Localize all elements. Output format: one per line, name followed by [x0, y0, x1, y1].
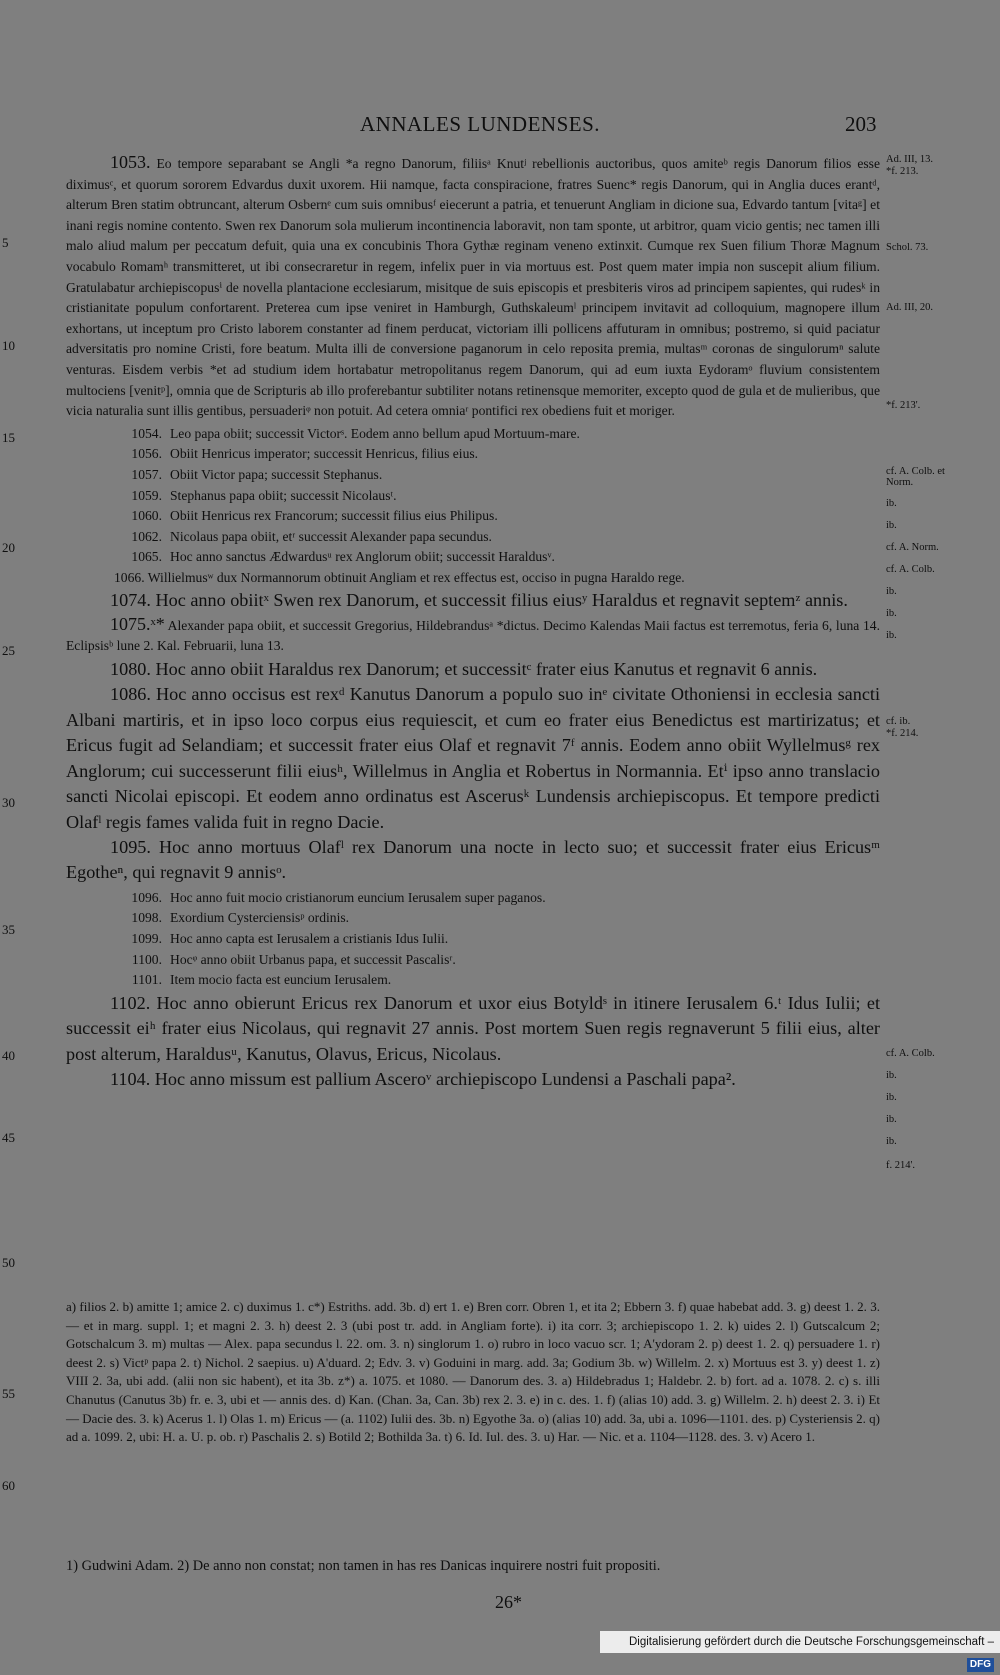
- line-number: 60: [2, 1478, 15, 1493]
- list-item: [66, 888, 880, 909]
- entry-text: Hocᵠ anno obiit Urbanus papa, et successit Pascalisʳ.: [170, 951, 456, 967]
- list-item: [66, 465, 880, 486]
- list-item: [66, 547, 880, 568]
- entry-text: Hoc anno fuit mocio cristianorum euncium Ierusalem super paganos.: [170, 889, 546, 905]
- dfg-logo: DFG: [967, 1658, 994, 1672]
- margin-note: cf. A. Colb. et Norm.: [886, 466, 945, 488]
- margin-note: Ad. III, 13.: [886, 154, 933, 165]
- entry-text: Stephanus papa obiit; successit Nicolausᵗ.: [170, 487, 397, 503]
- margin-note: ib.: [886, 1070, 897, 1081]
- list-item: [66, 444, 880, 465]
- entry-text: Eo tempore separabant se Angli *a regno Danorum, filiisᵃ Knutʲ rebellionis auctoribus, quos amiteᵇ regis Danorum filios esse diximusᶜ, et quorum sororem Edvardus duxit uxorem. Hii namque, facta conspiracione, fratres Suenc* regis Danorum, qui in Anglia duces erantᵈ, alterum Bren statim obtruncant, alterum Osbernᵉ cum suis omnibusᶠ eiecerunt a patria, et tenuerunt Angliam in dicione sua, Edvardo tantum [vitaᵍ] et inani regis nomine contento. Swen rex Danorum sola mulierum incontinencia laboravit, non tam sponte, ut arbitror, quam vicio gentis; nec tamen illi malo aliud malum per peccatum defuit, quia una ex concubinis Thora Gythæ reginam veneno extinxit. Cumque rex Suen filium Thoræ Magnum vocabulo Romamʰ transmitteret, ut ibi consecraretur in regem, infelix puer in via mortuus est. Post quem mater impia non suscepit alium filium. Gratulabatur archiepiscopusⁱ de novella plantacione ecclesiarum, misitque de suis episcopis et presbiteris viros ad principem sapientes, qui rudesᵏ in cristianitate populum confortarent. Preterea cum ipse veniret in Hamburgh, Guthskaleumˡ principem invitavit ad colloquium, magnopere illum exhortans, ut inceptum pro Cristo laborem constanter ad finem perducat, victoriam illi pollicens affuturam in omnibus; postremo, si quid paciatur adversitatis pro nomine Cristi, fore beatum. Multa illi de conversione paganorum in celo reposita premia, multasᵐ coronas de singulorumⁿ salute venturas. Eisdem verbis *et ad studium idem hortabatur metropolitanus regem Danorum, qui ad eum iuxta Eydoramᵒ fluvium consistentem multociens [venitᵖ], omnia que de Scripturis ab illo proferebantur subtiliter notans retinensque memoriter, excepto quod de gula et de mulieribus, que vicia naturalia sunt illis gentibus, persuaderiᵠ non potuit. Ad cetera omniaʳ pontifici rex obediens fuit et moriger.: [66, 156, 880, 419]
- entry-text: Hoc anno sanctus Ædwardusᵘ rex Anglorum obiit; successit Haraldusᵛ.: [170, 549, 555, 565]
- entry-year: 1056.: [131, 446, 162, 462]
- line-number: 30: [2, 795, 15, 810]
- margin-note: *f. 214.: [886, 728, 919, 739]
- entry-text: Alexander papa obiit, et successit Gregorius, Hildebrandusᵃ *dictus. Decimo Kalendas Maii factus est terremotus, feria 6, luna 14. Eclipsisᵇ lune 2. Kal. Februarii, luna 13.: [66, 617, 880, 654]
- line-number: 55: [2, 1386, 15, 1401]
- entry-text: Obiit Victor papa; successit Stephanus.: [170, 466, 383, 482]
- entry-1074: [66, 588, 880, 613]
- short-entries: [66, 888, 880, 991]
- entry-year: 1066.: [114, 569, 145, 585]
- entry-text: Obiit Henricus imperator; successit Henricus, filius eius.: [170, 446, 479, 462]
- digitization-credit: [600, 1631, 1000, 1670]
- entry-year: 1075.ˣ*: [110, 613, 165, 634]
- running-title: ANNALES LUNDENSES.: [360, 112, 600, 136]
- line-number: 15: [2, 430, 15, 445]
- entry-text: Hoc anno obierunt Ericus rex Danorum et uxor eius Botyldˢ in itinere Ierusalem 6.ᵗ Idus Iulii; et successit eiʰ frater eius Nicolaus, qui regnavit 27 annis. Post mortem Suen regis regnaverunt 5 filii eius, alter post alterum, Haraldusᵘ, Kanutus, Olavus, Ericus, Nicolaus.: [66, 992, 880, 1064]
- line-number: 40: [2, 1048, 15, 1063]
- entry-year: 1100.: [131, 951, 162, 967]
- annals-text: [66, 152, 880, 1092]
- margin-note: cf. A. Colb.: [886, 1048, 935, 1059]
- entry-text: Willielmusʷ dux Normannorum obtinuit Angliam et rex effectus est, occiso in pugna Haraldo rege.: [147, 569, 685, 585]
- entry-year: 1062.: [131, 528, 162, 544]
- margin-note: f. 214'.: [886, 1160, 916, 1171]
- entry-text: Hoc anno obiitˣ Swen rex Danorum, et successit filius eiusʸ Haraldus et regnavit septemᶻ annis.: [155, 590, 848, 611]
- entry-text: Hoc anno missum est pallium Asceroᵛ archiepiscopo Lundensi a Paschali papa².: [154, 1068, 736, 1089]
- entry-text: Obiit Henricus rex Francorum; successit filius eius Philipus.: [170, 508, 498, 524]
- entry-year: 1099.: [131, 930, 162, 946]
- margin-note: ib.: [886, 630, 897, 641]
- margin-note: ib.: [886, 1114, 897, 1125]
- entry-year: 1095.: [110, 836, 151, 857]
- entry-text: Hoc anno mortuus Olafˡ rex Danorum una nocte in lecto suo; et successit frater eius Ericusᵐ Egotheⁿ, qui regnavit 9 annisᵒ.: [66, 836, 881, 883]
- list-item: [66, 970, 880, 991]
- entry-1080: [66, 657, 880, 682]
- entry-year: 1059.: [131, 487, 162, 503]
- list-item: [66, 908, 880, 929]
- entry-year: 1054.: [131, 425, 162, 441]
- margin-note: ib.: [886, 1092, 897, 1103]
- running-header: [0, 112, 1000, 142]
- entry-text: Nicolaus papa obiit, etʳ successit Alexander papa secundus.: [170, 528, 492, 544]
- margin-note: *f. 213'.: [886, 400, 921, 411]
- footnote-annotations: 1) Gudwini Adam. 2) De anno non constat; non tamen in has res Danicas inquirere nostri fuit propositi.: [66, 1558, 661, 1574]
- entry-1102: [66, 991, 880, 1067]
- list-item: [66, 486, 880, 507]
- entry-year: 1053.: [110, 152, 151, 172]
- margin-note: Ad. III, 20.: [886, 302, 933, 313]
- entry-year: 1101.: [131, 972, 162, 988]
- page-number: 203: [845, 112, 877, 136]
- line-number: 25: [2, 643, 15, 658]
- entry-1066: [66, 568, 880, 589]
- entry-year: 1096.: [131, 889, 162, 905]
- entry-text: Leo papa obiit; successit Victorˢ. Eodem anno bellum apud Mortuum-mare.: [170, 425, 580, 441]
- entry-1075: [66, 614, 880, 657]
- margin-note: ib.: [886, 520, 897, 531]
- line-number: 45: [2, 1130, 15, 1145]
- margin-note: ib.: [886, 498, 897, 509]
- line-number: 20: [2, 540, 15, 555]
- entry-text: Exordium Cysterciensisᵖ ordinis.: [170, 910, 350, 926]
- entry-year: 1104.: [110, 1068, 151, 1089]
- entry-year: 1060.: [131, 508, 162, 524]
- line-number: 5: [2, 235, 9, 250]
- signature-mark: 26*: [495, 1592, 522, 1612]
- margin-note: cf. ib.: [886, 716, 911, 727]
- entry-1104: [66, 1067, 880, 1092]
- entry-text: Hoc anno obiit Haraldus rex Danorum; et successitᶜ frater eius Kanutus et regnavit 6 annis.: [155, 659, 818, 680]
- list-item: [66, 527, 880, 548]
- margin-note: ib.: [886, 586, 897, 597]
- list-item: [66, 929, 880, 950]
- margin-note: cf. A. Colb.: [886, 564, 935, 575]
- margin-note: cf. A. Norm.: [886, 542, 939, 553]
- margin-note: *f. 213.: [886, 166, 919, 177]
- list-item: [66, 506, 880, 527]
- line-number: 35: [2, 922, 15, 937]
- credit-text: Digitalisierung gefördert durch die Deutsche Forschungsgemeinschaft –: [628, 1636, 994, 1648]
- entry-year: 1098.: [131, 910, 162, 926]
- entry-1086: [66, 682, 880, 834]
- list-item: [66, 950, 880, 971]
- list-item: [66, 424, 880, 445]
- entry-year: 1086.: [110, 684, 151, 705]
- entry-year: 1074.: [110, 590, 151, 611]
- entry-text: Hoc anno occisus est rexᵈ Kanutus Danorum a populo suo inᵉ civitate Othoniensi in ecclesia sancti Albani martiris, et in ipso loco corpus eius requiescit, et cum eo frater eius Benedictus est martirizatus; et Ericus fugit ad Selandiam; et successit frater eius Olaf et regnavit 7ᶠ annis. Eodem anno obiit Wyllelmusᵍ rex Anglorum; cui successerunt filii eiusʰ, Willelmus in Anglia et Robertus in Normannia. Etⁱ ipso anno translacio sancti Nicolai episcopi. Et eodem anno ordinatus est Ascerusᵏ Lundensis archiepiscopus. Et tempore predicti Olafˡ regis fames valida fuit in regno Dacie.: [66, 684, 881, 832]
- short-entries: [66, 424, 880, 568]
- entry-year: 1065.: [131, 549, 162, 565]
- entry-1095: [66, 835, 880, 886]
- critical-apparatus: a) filios 2. b) amitte 1; amice 2. c) duximus 1. c*) Estriths. add. 3b. d) ert 1. e) Bren corr. Obren 1, et ita 2; Ebbern 3. f) quae habebat add. 3. g) deest 1. 2. 3. — et in marg. suppl. 1; et magni 2. 3. h) deest 2. 3 (ubi post tr. add. in Angliam forte). i) ita corr. 3; archiepiscopo 1. 2. k) uides 2. l) Gutscalcum 2; Gotschalcum 3. m) multas — Alex. papa secundus l. 22. om. 3. n) singlorum 1. o) rubro in loco vacuo scr. 1; A'ydoram 2. p) deest 1. 2. q) persuadere 1. r) deest 2. s) Victᵖ papa 2. t) Nichol. 2 saepius. u) A'duard. 2; Edv. 3. v) Goduini in marg. add. 3a; Godium 3b. w) Willelm. 2. x) Mortuus est 3. y) deest 1. z) VIII 2. 3a, ubi add. (alii non sic habent), et ita 3b. z*) a. 1075. et 1080. — Danorum des. 3. a) Hildebradus 1; Haldebr. 2. b) fort. ad a. 1078. 2. c) s. illi Chanutus (Canutus 3b) fr. e. 3, ubi et — annis des. d) Kan. (Chan. 3a, Can. 3b) rex 2. 3. e) in c. des. 1. f) (alias 10) add. 3. g) Willelm. 2. h) deest 2. 3. i) Et — Dacie des. 3. k) Acerus 1. l) Olas 1. m) Ericus — (a. 1102) Iulii des. 3b. n) Egyothe 3a. o) (alias 10) add. 3a, ubi a. 1096—1101. des. p) Cysteriensis 2. q) ad a. 1099. 2, ubi: H. a. U. p. ob. r) Paschalis 2. s) Botild 2; Bothilda 3a. t) 6. Id. Iul. des. 3. u) Har. — Nic. et a. 1104—1128. des. 3. v) Acero 1.: [66, 1299, 880, 1445]
- entry-1053: [66, 152, 880, 422]
- entry-text: Item mocio facta est euncium Ierusalem.: [170, 972, 392, 988]
- margin-note: ib.: [886, 608, 897, 619]
- line-number: 50: [2, 1255, 15, 1270]
- entry-year: 1057.: [131, 466, 162, 482]
- entry-text: Hoc anno capta est Ierusalem a cristianis Idus Iulii.: [170, 930, 449, 946]
- margin-note: ib.: [886, 1136, 897, 1147]
- line-number: 10: [2, 338, 15, 353]
- margin-note: Schol. 73.: [886, 242, 929, 253]
- entry-year: 1080.: [110, 659, 151, 680]
- entry-year: 1102.: [110, 992, 151, 1013]
